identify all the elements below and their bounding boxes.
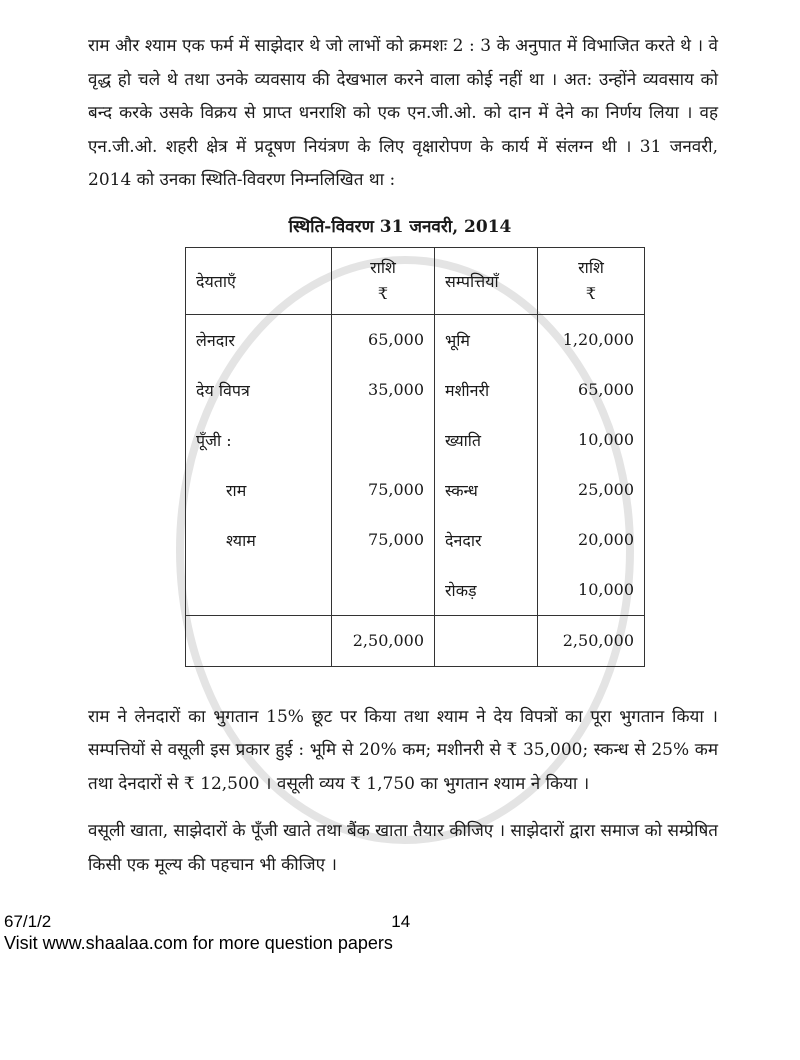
paper-code: 67/1/2 [4, 912, 52, 931]
liability-amount: 35,000 [332, 365, 435, 415]
asset-amount: 25,000 [538, 465, 645, 515]
footer [0, 912, 800, 954]
total-row [186, 615, 645, 666]
table-row [186, 465, 645, 515]
liability-name: श्याम [186, 515, 332, 565]
asset-name: ख्याति [435, 415, 538, 465]
asset-name: स्कन्ध [435, 465, 538, 515]
table-header-row [186, 247, 645, 314]
total-liabilities: 2,50,000 [332, 615, 435, 666]
liability-name: राम [186, 465, 332, 515]
table-row [186, 415, 645, 465]
total-assets: 2,50,000 [538, 615, 645, 666]
footer-link[interactable]: Visit www.shaalaa.com for more question papers [4, 933, 393, 953]
liability-name [186, 565, 332, 616]
liability-amount: 75,000 [332, 465, 435, 515]
question-instruction: वसूली खाता, साझेदारों के पूँजी खाते तथा बैंक खाता तैयार कीजिए । साझेदारों द्वारा समाज को सम्प्रेषित किसी एक मूल्य की पहचान भी कीजिए । [88, 821, 718, 875]
balance-sheet-table [185, 247, 645, 667]
empty-cell [186, 615, 332, 666]
liability-name: पूँजी : [186, 415, 332, 465]
asset-amount: 10,000 [538, 415, 645, 465]
liability-amount [332, 415, 435, 465]
header-liabilities: देयताएँ [186, 247, 332, 314]
empty-cell [435, 615, 538, 666]
header-assets: सम्पत्तियाँ [435, 247, 538, 314]
header-amount [538, 247, 645, 314]
currency-symbol: ₹ [377, 283, 389, 303]
liability-name: लेनदार [186, 314, 332, 365]
liability-name: देय विपत्र [186, 365, 332, 415]
table-row [186, 515, 645, 565]
liability-amount: 65,000 [332, 314, 435, 365]
currency-symbol: ₹ [585, 283, 597, 303]
asset-name: भूमि [435, 314, 538, 365]
asset-amount: 10,000 [538, 565, 645, 616]
question-paragraph: राम ने लेनदारों का भुगतान 15% छूट पर किया तथा श्याम ने देय विपत्रों का पूरा भुगतान किया । सम्पत्तियों से वसूली इस प्रकार हुई : भूमि से 20% कम; मशीनरी से ₹ 35,000; स्कन्ध से 25% कम तथा देनदारों से ₹ 12,500 । वसूली व्यय ₹ 1,750 का भुगतान श्याम ने किया । [88, 706, 718, 794]
header-amount [332, 247, 435, 314]
table-row [186, 314, 645, 365]
asset-name: रोकड़ [435, 565, 538, 616]
footer-row [4, 912, 800, 932]
page-number: 14 [391, 912, 411, 931]
header-amount-label: राशि [578, 257, 604, 277]
asset-name: मशीनरी [435, 365, 538, 415]
asset-amount: 20,000 [538, 515, 645, 565]
table-row [186, 365, 645, 415]
table-row [186, 565, 645, 616]
asset-amount: 1,20,000 [538, 314, 645, 365]
question-paragraph: राम और श्याम एक फर्म में साझेदार थे जो लाभों को क्रमशः 2 : 3 के अनुपात में विभाजित करते थे । वे वृद्ध हो चले थे तथा उनके व्यवसाय की देखभाल करने वाला कोई नहीं था । अत: उन्होंने व्यवसाय को बन्द करके उसके विक्रय से प्राप्त धनराशि को एक एन.जी.ओ. को दान में देने का निर्णय लिया । वह एन.जी.ओ. शहरी क्षेत्र में प्रदूषण नियंत्रण के लिए वृक्षारोपण के कार्य में संलग्न थी । 31 जनवरी, 2014 को उनका स्थिति-विवरण निम्नलिखित था : [88, 36, 718, 190]
liability-amount [332, 565, 435, 616]
liability-amount: 75,000 [332, 515, 435, 565]
asset-name: देनदार [435, 515, 538, 565]
header-amount-label: राशि [370, 257, 396, 277]
asset-amount: 65,000 [538, 365, 645, 415]
table-title: स्थिति-विवरण 31 जनवरी, 2014 [288, 216, 512, 237]
